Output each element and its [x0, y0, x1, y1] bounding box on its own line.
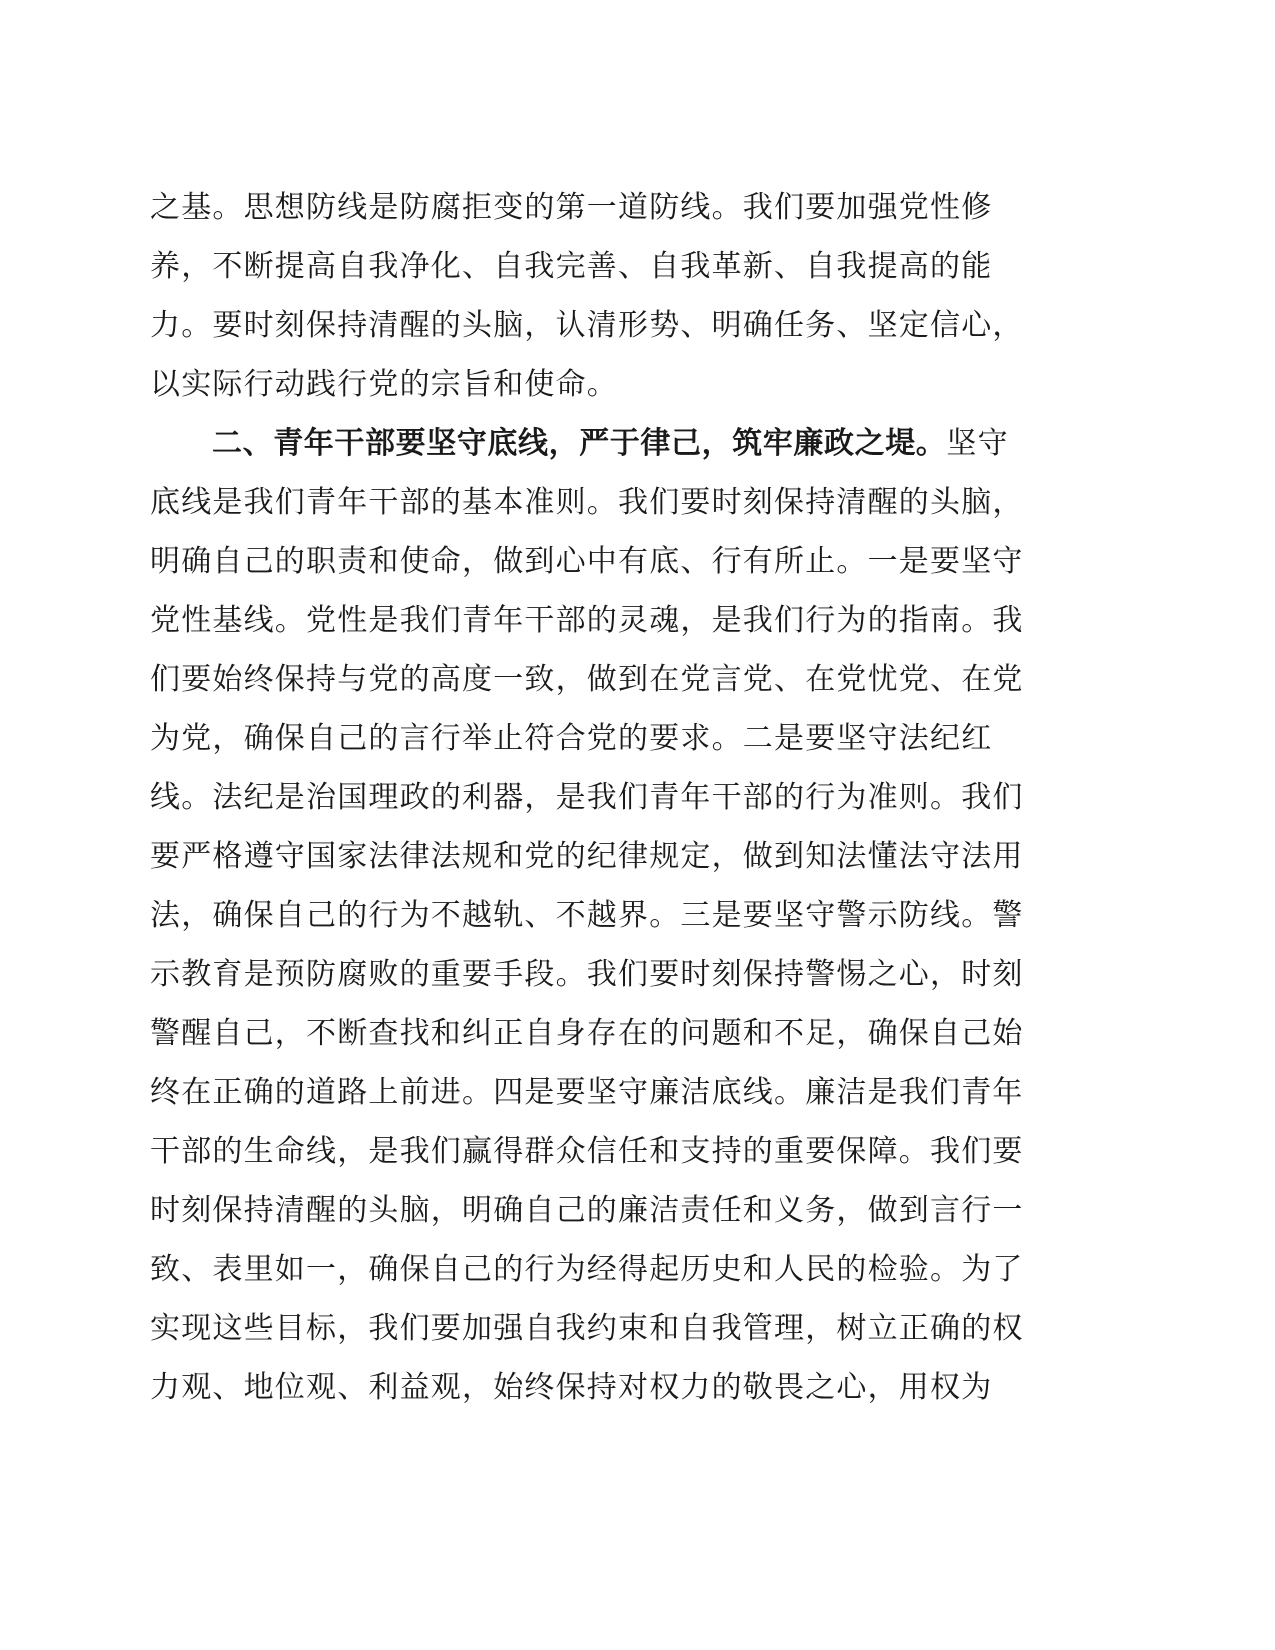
text-line: 时刻保持清醒的头脑，明确自己的廉洁责任和义务，做到言行一	[150, 1193, 1024, 1228]
text-line: 警醒自己，不断查找和纠正自身存在的问题和不足，确保自己始	[150, 1016, 1024, 1051]
text-line: 之基。思想防线是防腐拒变的第一道防线。我们要加强党性修	[150, 190, 993, 225]
text-line: 底线是我们青年干部的基本准则。我们要时刻保持清醒的头脑，	[150, 485, 1024, 520]
text-line: 实现这些目标，我们要加强自我约束和自我管理，树立正确的权	[150, 1311, 1024, 1346]
text-line: 力观、地位观、利益观，始终保持对权力的敬畏之心，用权为	[150, 1370, 993, 1405]
section-heading: 二、青年干部要坚守底线，严于律己，筑牢廉政之堤。	[212, 426, 947, 461]
text-line: 养，不断提高自我净化、自我完善、自我革新、自我提高的能	[150, 249, 993, 284]
text-line: 党性基线。党性是我们青年干部的灵魂，是我们行为的指南。我	[150, 603, 1024, 638]
text-line: 示教育是预防腐败的重要手段。我们要时刻保持警惕之心，时刻	[150, 957, 1024, 992]
text-line: 法，确保自己的行为不越轨、不越界。三是要坚守警示防线。警	[150, 898, 1024, 933]
text-line: 致、表里如一，确保自己的行为经得起历史和人民的检验。为了	[150, 1252, 1024, 1287]
text-line: 以实际行动践行党的宗旨和使命。	[150, 367, 618, 402]
paragraph-first-line	[150, 414, 1040, 473]
paragraph-2	[150, 414, 1040, 1417]
text-line: 干部的生命线，是我们赢得群众信任和支持的重要保障。我们要	[150, 1134, 1024, 1169]
text-line: 明确自己的职责和使命，做到心中有底、行有所止。一是要坚守	[150, 544, 1024, 579]
text-line: 线。法纪是治国理政的利器，是我们青年干部的行为准则。我们	[150, 780, 1024, 815]
text-line: 要严格遵守国家法律法规和党的纪律规定，做到知法懂法守法用	[150, 839, 1024, 874]
text-fragment: 坚守	[946, 426, 1009, 461]
text-line: 们要始终保持与党的高度一致，做到在党言党、在党忧党、在党	[150, 662, 1024, 697]
text-line: 终在正确的道路上前进。四是要坚守廉洁底线。廉洁是我们青年	[150, 1075, 1024, 1110]
paragraph-1	[150, 178, 1040, 414]
text-line: 为党，确保自己的言行举止符合党的要求。二是要坚守法纪红	[150, 721, 993, 756]
text-line: 力。要时刻保持清醒的头脑，认清形势、明确任务、坚定信心，	[150, 308, 1024, 343]
body-text	[150, 178, 1040, 1417]
